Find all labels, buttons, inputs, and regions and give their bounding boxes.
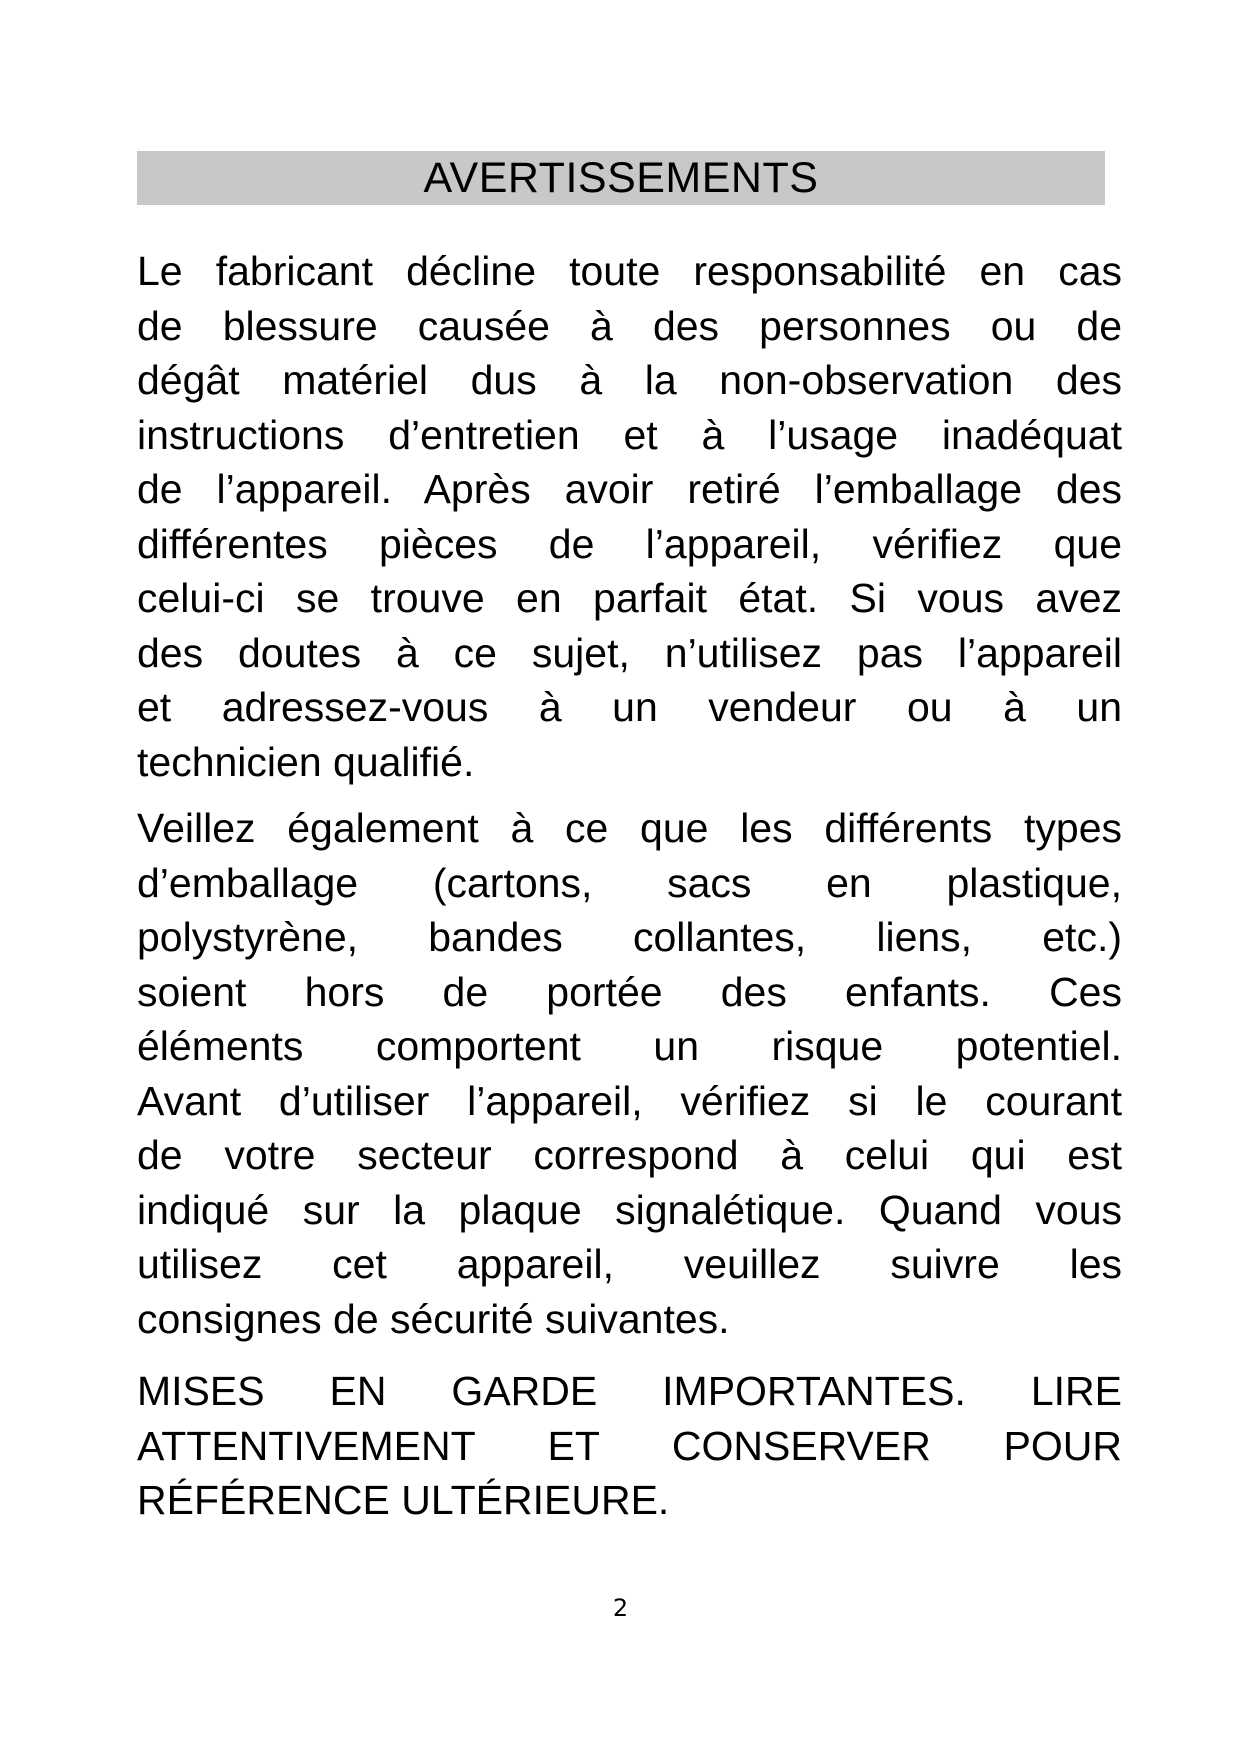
paragraph-important-warning [137, 1364, 1122, 1528]
text-line: de blessure causée à des personnes ou de [137, 302, 1122, 349]
text-line: indiqué sur la plaque signalétique. Quand vous [137, 1186, 1122, 1233]
text-line: des doutes à ce sujet, n’utilisez pas l’appareil [137, 629, 1122, 676]
section-title: AVERTISSEMENTS [137, 151, 1105, 205]
text-line: Veillez également à ce que les différents types [137, 805, 1122, 851]
paragraph-disclaimer [137, 244, 1122, 789]
text-line: Avant d’utiliser l’appareil, vérifiez si le courant [137, 1077, 1122, 1124]
text-line: utilisez cet appareil, veuillez suivre les [137, 1241, 1122, 1287]
text-line: celui-ci se trouve en parfait état. Si vous avez [137, 575, 1122, 621]
text-line: et adressez-vous à un vendeur ou à un [137, 684, 1122, 730]
text-line: éléments comportent un risque potentiel. [137, 1023, 1122, 1069]
text-line: instructions d’entretien et à l’usage inadéquat [137, 411, 1122, 458]
text-line: MISES EN GARDE IMPORTANTES. LIRE [137, 1368, 1122, 1414]
text-line: RÉFÉRENCE ULTÉRIEURE. [137, 1477, 670, 1523]
text-line: d’emballage (cartons, sacs en plastique, [137, 859, 1122, 906]
text-line: différentes pièces de l’appareil, vérifiez que [137, 520, 1122, 567]
text-line: de votre secteur correspond à celui qui est [137, 1132, 1122, 1178]
page-number: 2 [612, 1594, 629, 1622]
text-line: de l’appareil. Après avoir retiré l’emballage des [137, 466, 1122, 512]
text-line: consignes de sécurité suivantes. [137, 1295, 730, 1342]
paragraph-packaging [137, 801, 1122, 1346]
text-line: technicien qualifié. [137, 738, 475, 785]
text-line: soient hors de portée des enfants. Ces [137, 968, 1122, 1015]
text-line: dégât matériel dus à la non-observation des [137, 357, 1122, 403]
text-line: ATTENTIVEMENT ET CONSERVER POUR [137, 1422, 1122, 1469]
text-line: polystyrène, bandes collantes, liens, etc.) [137, 914, 1122, 960]
text-line: Le fabricant décline toute responsabilité en cas [137, 248, 1122, 294]
